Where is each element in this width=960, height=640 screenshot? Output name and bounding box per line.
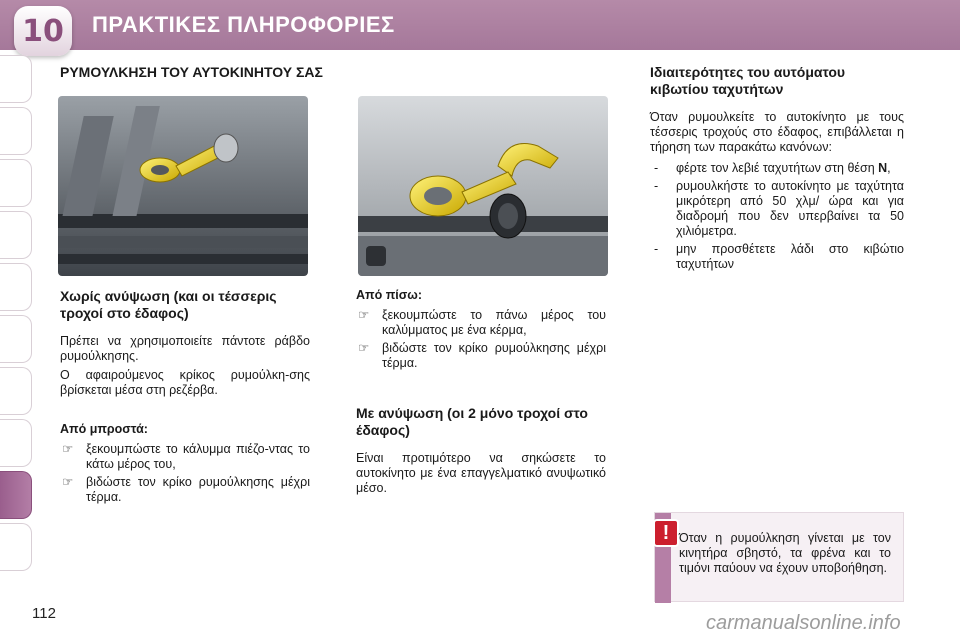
chapter-tab[interactable] bbox=[0, 107, 32, 155]
chapter-badge bbox=[14, 6, 72, 56]
list-item bbox=[356, 308, 606, 338]
chapter-tab[interactable] bbox=[0, 523, 32, 571]
list-item bbox=[650, 179, 904, 239]
list-item bbox=[356, 341, 606, 371]
exclamation-icon: ! bbox=[653, 519, 679, 547]
chapter-tab[interactable] bbox=[0, 315, 32, 363]
page-number: 112 bbox=[32, 605, 56, 622]
chapter-tab[interactable] bbox=[0, 159, 32, 207]
step-text: ξεκουμπώστε το πάνω μέρος του καλύμματος με ένα κέρμα, bbox=[382, 308, 606, 337]
list-item bbox=[60, 442, 310, 472]
column-3 bbox=[650, 64, 904, 272]
warning-box bbox=[654, 512, 904, 602]
column-1 bbox=[60, 288, 310, 505]
dash-bullet: - bbox=[654, 179, 659, 193]
list-item bbox=[650, 161, 904, 176]
list-item bbox=[60, 475, 310, 505]
list-item bbox=[650, 242, 904, 272]
pointing-hand-icon: ☞ bbox=[358, 341, 370, 355]
punctuation: , bbox=[887, 161, 891, 175]
section-title: ΡΥΜΟΥΛΚΗΣΗ ΤΟΥ ΑΥΤΟΚΙΝΗΤΟΥ ΣΑΣ bbox=[60, 64, 323, 80]
front-label: Από μπροστά: bbox=[60, 422, 148, 436]
step-text: βιδώστε τον κρίκο ρυμούλκησης μέχρι τέρμα. bbox=[86, 475, 310, 504]
paragraph: Πρέπει να χρησιμοποιείτε πάντοτε ράβδο ρυμούλκησης. bbox=[60, 334, 310, 363]
rear-label: Από πίσω: bbox=[356, 288, 423, 302]
front-towing-eye-illustration bbox=[58, 96, 308, 276]
chapter-tab-active[interactable] bbox=[0, 471, 32, 519]
gear-position: N bbox=[878, 161, 888, 175]
rule-text: φέρτε τον λεβιέ ταχυτήτων στη θέση bbox=[676, 161, 875, 175]
section-heading-no-lift: Χωρίς ανύψωση (και οι τέσσερις τροχοί στο έδαφος) bbox=[60, 288, 277, 321]
chapter-tab[interactable] bbox=[0, 263, 32, 311]
chapter-tab[interactable] bbox=[0, 55, 32, 103]
paragraph: Είναι προτιμότερο να σηκώσετε το αυτοκίνητο με ένα επαγγελματικό ανυψωτικό μέσο. bbox=[356, 451, 606, 495]
paragraph: Ο αφαιρούμενος κρίκος ρυμούλκη-σης βρίσκεται μέσα στη ρεζέρβα. bbox=[60, 368, 310, 397]
chapter-tab[interactable] bbox=[0, 419, 32, 467]
chapter-tab[interactable] bbox=[0, 211, 32, 259]
pointing-hand-icon: ☞ bbox=[358, 308, 370, 322]
chapter-number: 10 bbox=[22, 13, 64, 49]
chapter-tab[interactable] bbox=[0, 367, 32, 415]
rear-towing-eye-illustration bbox=[358, 96, 608, 276]
dash-bullet: - bbox=[654, 161, 659, 175]
column-2 bbox=[356, 288, 606, 496]
watermark: carmanualsonline.info bbox=[706, 612, 901, 634]
pointing-hand-icon: ☞ bbox=[62, 475, 74, 489]
section-heading-with-lift: Με ανύψωση (οι 2 μόνο τροχοί στο έδαφος) bbox=[356, 405, 588, 438]
dash-bullet: - bbox=[654, 242, 659, 256]
section-heading-automatic-gearbox: Ιδιαιτερότητες του αυτόματου κιβωτίου ταχυτήτων bbox=[650, 64, 846, 97]
step-text: ξεκουμπώστε το κάλυμμα πιέζο-ντας το κάτω μέρος του, bbox=[86, 442, 310, 471]
paragraph: Όταν ρυμουλκείτε το αυτοκίνητο με τους τέσσερις τροχούς στο έδαφος, επιβάλλεται η τήρηση των παρακάτω κανόνων: bbox=[650, 110, 904, 154]
page-title: ΠΡΑΚΤΙΚΕΣ ΠΛΗΡΟΦΟΡΙΕΣ bbox=[92, 12, 395, 37]
pointing-hand-icon: ☞ bbox=[62, 442, 74, 456]
rule-text: ρυμουλκήστε το αυτοκίνητο με ταχύτητα μικρότερη από 50 χλμ/ ώρα και για διαδρομή που δεν υπερβαίνει τα 50 χιλιόμετρα. bbox=[676, 179, 904, 238]
step-text: βιδώστε τον κρίκο ρυμούλκησης μέχρι τέρμα. bbox=[382, 341, 606, 370]
chapter-tabs bbox=[0, 55, 34, 585]
warning-text: Όταν η ρυμούλκηση γίνεται με τον κινητήρα σβηστό, τα φρένα και το τιμόνι παύουν να έχουν υποβοήθηση. bbox=[679, 531, 891, 575]
rule-text: μην προσθέτετε λάδι στο κιβώτιο ταχυτήτων bbox=[676, 242, 904, 271]
